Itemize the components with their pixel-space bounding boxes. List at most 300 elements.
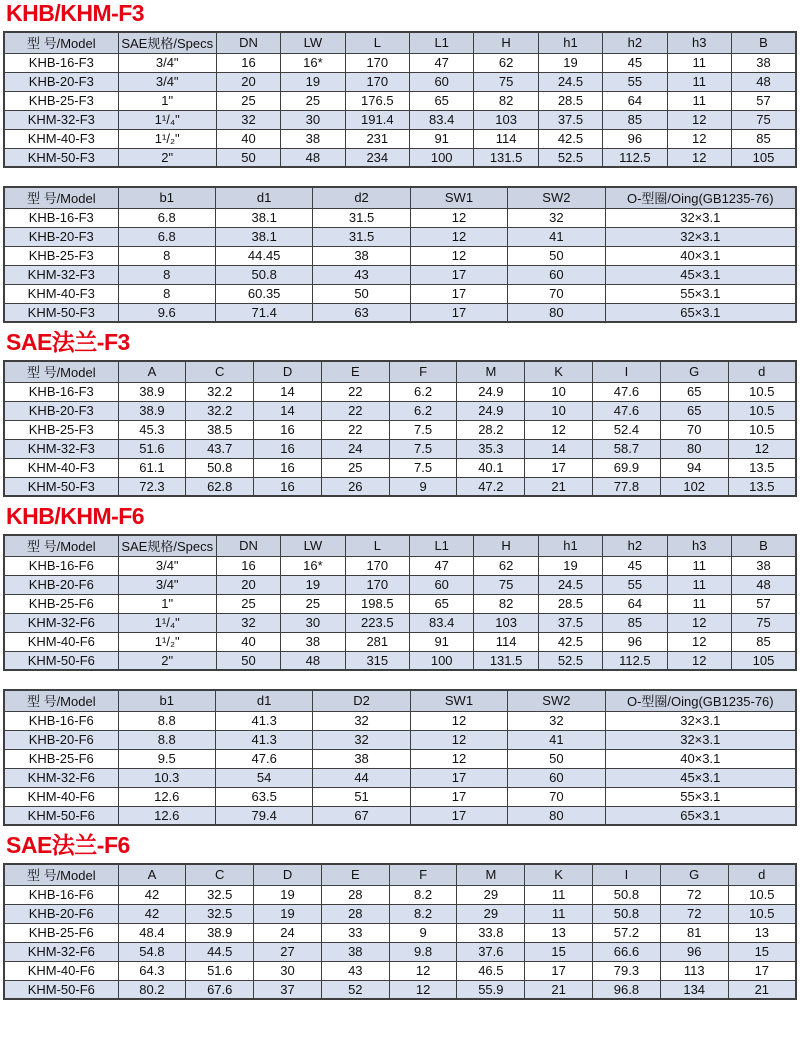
table-row — [4, 556, 796, 575]
value-cell: 65×3.1 — [605, 303, 796, 322]
column-header: h1 — [538, 32, 602, 53]
value-cell: 72.3 — [118, 477, 186, 496]
value-cell: 60 — [410, 575, 474, 594]
value-cell: 15 — [728, 942, 796, 961]
value-cell: 50 — [508, 246, 605, 265]
table-row — [4, 401, 796, 420]
value-cell: 105 — [731, 148, 796, 167]
value-cell: 131.5 — [474, 148, 538, 167]
value-cell: 3/4" — [118, 53, 216, 72]
model-cell: KHB-25-F6 — [4, 749, 118, 768]
value-cell: 100 — [410, 148, 474, 167]
column-header: B — [731, 535, 796, 556]
value-cell: 16 — [254, 420, 322, 439]
column-header: SW2 — [508, 690, 605, 711]
column-header: DN — [216, 535, 280, 556]
column-header: K — [525, 361, 593, 382]
value-cell: 3/4" — [118, 556, 216, 575]
spec-table — [3, 534, 797, 671]
table-row — [4, 904, 796, 923]
value-cell: 38.9 — [186, 923, 254, 942]
value-cell: 103 — [474, 110, 538, 129]
column-header: H — [474, 32, 538, 53]
value-cell: 41.3 — [215, 711, 312, 730]
value-cell: 58.7 — [593, 439, 661, 458]
flange-table-f6 — [3, 863, 797, 1000]
spec-table — [3, 31, 797, 168]
column-header: SAE规格/Specs — [118, 32, 216, 53]
value-cell: 55.9 — [457, 980, 525, 999]
dimensions-table-f6 — [3, 534, 797, 671]
column-header: C — [186, 361, 254, 382]
value-cell: 60 — [508, 768, 605, 787]
value-cell: 29 — [457, 904, 525, 923]
value-cell: 42 — [118, 885, 186, 904]
value-cell: 16 — [254, 439, 322, 458]
spec-table — [3, 863, 797, 1000]
value-cell: 14 — [254, 382, 322, 401]
value-cell: 13.5 — [728, 458, 796, 477]
table-row — [4, 632, 796, 651]
column-header: D — [254, 361, 322, 382]
value-cell: 31.5 — [313, 227, 410, 246]
value-cell: 41.3 — [215, 730, 312, 749]
value-cell: 66.6 — [593, 942, 661, 961]
model-cell: KHM-40-F3 — [4, 284, 118, 303]
value-cell: 79.3 — [593, 961, 661, 980]
value-cell: 42.5 — [538, 632, 602, 651]
header-row — [4, 864, 796, 885]
model-cell: KHM-50-F3 — [4, 303, 118, 322]
value-cell: 11 — [525, 904, 593, 923]
value-cell: 80.2 — [118, 980, 186, 999]
column-header: SW2 — [508, 187, 605, 208]
value-cell: 8.8 — [118, 711, 215, 730]
value-cell: 33.8 — [457, 923, 525, 942]
value-cell: 16* — [281, 53, 345, 72]
value-cell: 38 — [281, 632, 345, 651]
value-cell: 37.5 — [538, 110, 602, 129]
value-cell: 43 — [321, 961, 389, 980]
table-row — [4, 129, 796, 148]
value-cell: 11 — [667, 594, 731, 613]
value-cell: 70 — [508, 787, 605, 806]
value-cell: 75 — [474, 72, 538, 91]
column-header: SW1 — [410, 187, 507, 208]
value-cell: 14 — [525, 439, 593, 458]
column-header: M — [457, 361, 525, 382]
value-cell: 12 — [667, 148, 731, 167]
column-header: DN — [216, 32, 280, 53]
value-cell: 70 — [508, 284, 605, 303]
value-cell: 17 — [728, 961, 796, 980]
model-cell: KHB-20-F6 — [4, 904, 118, 923]
value-cell: 54 — [215, 768, 312, 787]
value-cell: 25 — [321, 458, 389, 477]
value-cell: 29 — [457, 885, 525, 904]
value-cell: 60.35 — [215, 284, 312, 303]
value-cell: 60 — [410, 72, 474, 91]
value-cell: 10 — [525, 401, 593, 420]
value-cell: 1¹/₄" — [118, 613, 216, 632]
value-cell: 10 — [525, 382, 593, 401]
value-cell: 30 — [281, 110, 345, 129]
value-cell: 85 — [603, 613, 667, 632]
value-cell: 198.5 — [345, 594, 409, 613]
value-cell: 62 — [474, 556, 538, 575]
value-cell: 91 — [410, 632, 474, 651]
value-cell: 6.2 — [389, 382, 457, 401]
value-cell: 6.2 — [389, 401, 457, 420]
value-cell: 63 — [313, 303, 410, 322]
table-row — [4, 284, 796, 303]
column-header: h3 — [667, 32, 731, 53]
value-cell: 65×3.1 — [605, 806, 796, 825]
table-row — [4, 382, 796, 401]
oring-table-f6 — [3, 689, 797, 826]
value-cell: 50.8 — [593, 904, 661, 923]
value-cell: 45 — [603, 556, 667, 575]
value-cell: 12 — [389, 961, 457, 980]
table-row — [4, 961, 796, 980]
value-cell: 10.3 — [118, 768, 215, 787]
value-cell: 60 — [508, 265, 605, 284]
value-cell: 13 — [728, 923, 796, 942]
value-cell: 67 — [313, 806, 410, 825]
value-cell: 8 — [118, 265, 215, 284]
value-cell: 65 — [410, 594, 474, 613]
table-row — [4, 420, 796, 439]
value-cell: 15 — [525, 942, 593, 961]
value-cell: 50 — [216, 651, 280, 670]
value-cell: 72 — [660, 904, 728, 923]
value-cell: 61.1 — [118, 458, 186, 477]
table-row — [4, 91, 796, 110]
value-cell: 17 — [410, 768, 507, 787]
value-cell: 12 — [410, 711, 507, 730]
column-header: 型 号/Model — [4, 361, 118, 382]
value-cell: 85 — [731, 632, 796, 651]
value-cell: 281 — [345, 632, 409, 651]
value-cell: 47.2 — [457, 477, 525, 496]
value-cell: 52.5 — [538, 651, 602, 670]
section-title-khb-khm-f6: KHB/KHM-F6 — [6, 503, 145, 529]
value-cell: 50 — [216, 148, 280, 167]
column-header: d — [728, 864, 796, 885]
table-row — [4, 768, 796, 787]
model-cell: KHM-40-F3 — [4, 458, 118, 477]
column-header: E — [321, 361, 389, 382]
column-header: 型 号/Model — [4, 32, 118, 53]
value-cell: 2" — [118, 148, 216, 167]
model-cell: KHM-50-F3 — [4, 477, 118, 496]
value-cell: 65 — [660, 401, 728, 420]
model-cell: KHB-20-F3 — [4, 227, 118, 246]
value-cell: 234 — [345, 148, 409, 167]
value-cell: 40.1 — [457, 458, 525, 477]
value-cell: 12 — [667, 110, 731, 129]
model-cell: KHB-16-F6 — [4, 711, 118, 730]
value-cell: 11 — [667, 556, 731, 575]
spec-table — [3, 689, 797, 826]
model-cell: KHB-25-F3 — [4, 246, 118, 265]
value-cell: 12 — [410, 208, 507, 227]
value-cell: 20 — [216, 72, 280, 91]
model-cell: KHM-50-F6 — [4, 980, 118, 999]
value-cell: 43.7 — [186, 439, 254, 458]
value-cell: 94 — [660, 458, 728, 477]
value-cell: 85 — [731, 129, 796, 148]
model-cell: KHB-20-F6 — [4, 730, 118, 749]
value-cell: 47 — [410, 53, 474, 72]
value-cell: 8 — [118, 284, 215, 303]
table-row — [4, 575, 796, 594]
table-row — [4, 303, 796, 322]
value-cell: 96 — [603, 129, 667, 148]
value-cell: 2" — [118, 651, 216, 670]
value-cell: 51.6 — [118, 439, 186, 458]
column-header: B — [731, 32, 796, 53]
table-row — [4, 72, 796, 91]
value-cell: 50.8 — [593, 885, 661, 904]
column-header: h3 — [667, 535, 731, 556]
value-cell: 46.5 — [457, 961, 525, 980]
value-cell: 42.5 — [538, 129, 602, 148]
section-title-sae-flange-f6: SAE法兰-F6 — [6, 832, 130, 858]
value-cell: 191.4 — [345, 110, 409, 129]
header-row — [4, 690, 796, 711]
value-cell: 22 — [321, 420, 389, 439]
value-cell: 17 — [525, 458, 593, 477]
column-header: O-型圈/Oing(GB1235-76) — [605, 187, 796, 208]
column-header: LW — [281, 535, 345, 556]
column-header: 型 号/Model — [4, 187, 118, 208]
value-cell: 48 — [281, 148, 345, 167]
value-cell: 45×3.1 — [605, 768, 796, 787]
value-cell: 82 — [474, 91, 538, 110]
value-cell: 17 — [410, 284, 507, 303]
model-cell: KHB-20-F6 — [4, 575, 118, 594]
model-cell: KHM-32-F3 — [4, 439, 118, 458]
value-cell: 70 — [660, 420, 728, 439]
value-cell: 32×3.1 — [605, 711, 796, 730]
table-row — [4, 806, 796, 825]
value-cell: 54.8 — [118, 942, 186, 961]
table-row — [4, 53, 796, 72]
column-header: D2 — [313, 690, 410, 711]
value-cell: 12 — [667, 632, 731, 651]
value-cell: 1¹/₄" — [118, 110, 216, 129]
value-cell: 1¹/₂" — [118, 129, 216, 148]
value-cell: 48.4 — [118, 923, 186, 942]
value-cell: 55×3.1 — [605, 284, 796, 303]
value-cell: 11 — [667, 575, 731, 594]
table-row — [4, 613, 796, 632]
value-cell: 170 — [345, 556, 409, 575]
value-cell: 12 — [410, 749, 507, 768]
value-cell: 9 — [389, 923, 457, 942]
value-cell: 57 — [731, 594, 796, 613]
header-row — [4, 535, 796, 556]
value-cell: 77.8 — [593, 477, 661, 496]
column-header: K — [525, 864, 593, 885]
value-cell: 32.5 — [186, 885, 254, 904]
model-cell: KHM-40-F6 — [4, 961, 118, 980]
header-row — [4, 32, 796, 53]
value-cell: 37.6 — [457, 942, 525, 961]
value-cell: 8.2 — [389, 904, 457, 923]
value-cell: 38 — [281, 129, 345, 148]
value-cell: 32×3.1 — [605, 227, 796, 246]
value-cell: 32 — [508, 711, 605, 730]
value-cell: 170 — [345, 575, 409, 594]
value-cell: 19 — [254, 885, 322, 904]
column-header: C — [186, 864, 254, 885]
value-cell: 6.8 — [118, 227, 215, 246]
column-header: h2 — [603, 32, 667, 53]
column-header: h1 — [538, 535, 602, 556]
table-row — [4, 227, 796, 246]
model-cell: KHB-20-F3 — [4, 401, 118, 420]
value-cell: 25 — [281, 594, 345, 613]
value-cell: 17 — [525, 961, 593, 980]
value-cell: 63.5 — [215, 787, 312, 806]
column-header: b1 — [118, 187, 215, 208]
value-cell: 35.3 — [457, 439, 525, 458]
column-header: d2 — [313, 187, 410, 208]
column-header: E — [321, 864, 389, 885]
column-header: h2 — [603, 535, 667, 556]
value-cell: 11 — [667, 91, 731, 110]
value-cell: 16 — [216, 556, 280, 575]
value-cell: 69.9 — [593, 458, 661, 477]
value-cell: 134 — [660, 980, 728, 999]
value-cell: 47.6 — [593, 401, 661, 420]
value-cell: 9.6 — [118, 303, 215, 322]
value-cell: 24.5 — [538, 72, 602, 91]
value-cell: 45×3.1 — [605, 265, 796, 284]
value-cell: 6.8 — [118, 208, 215, 227]
value-cell: 17 — [410, 806, 507, 825]
value-cell: 12 — [410, 730, 507, 749]
value-cell: 64.3 — [118, 961, 186, 980]
value-cell: 8 — [118, 246, 215, 265]
table-row — [4, 246, 796, 265]
value-cell: 27 — [254, 942, 322, 961]
table-row — [4, 651, 796, 670]
oring-table-f3 — [3, 186, 797, 323]
value-cell: 28.5 — [538, 91, 602, 110]
column-header: L — [345, 535, 409, 556]
value-cell: 37 — [254, 980, 322, 999]
model-cell: KHM-40-F6 — [4, 787, 118, 806]
value-cell: 3/4" — [118, 575, 216, 594]
value-cell: 24 — [321, 439, 389, 458]
value-cell: 17 — [410, 787, 507, 806]
value-cell: 12 — [389, 980, 457, 999]
value-cell: 102 — [660, 477, 728, 496]
value-cell: 19 — [254, 904, 322, 923]
value-cell: 51 — [313, 787, 410, 806]
column-header: 型 号/Model — [4, 690, 118, 711]
column-header: 型 号/Model — [4, 864, 118, 885]
value-cell: 48 — [731, 72, 796, 91]
value-cell: 55 — [603, 575, 667, 594]
table-row — [4, 711, 796, 730]
value-cell: 55×3.1 — [605, 787, 796, 806]
value-cell: 38.5 — [186, 420, 254, 439]
table-row — [4, 980, 796, 999]
value-cell: 45 — [603, 53, 667, 72]
value-cell: 47.6 — [593, 382, 661, 401]
value-cell: 32×3.1 — [605, 730, 796, 749]
value-cell: 16 — [254, 477, 322, 496]
value-cell: 42 — [118, 904, 186, 923]
value-cell: 96 — [603, 632, 667, 651]
table-row — [4, 594, 796, 613]
value-cell: 19 — [538, 556, 602, 575]
value-cell: 41 — [508, 227, 605, 246]
model-cell: KHB-25-F3 — [4, 420, 118, 439]
value-cell: 57.2 — [593, 923, 661, 942]
column-header: H — [474, 535, 538, 556]
value-cell: 26 — [321, 477, 389, 496]
model-cell: KHM-50-F6 — [4, 806, 118, 825]
value-cell: 75 — [731, 110, 796, 129]
section-khb-khm-f6 — [3, 505, 797, 826]
value-cell: 24.9 — [457, 382, 525, 401]
value-cell: 38 — [731, 53, 796, 72]
value-cell: 44.45 — [215, 246, 312, 265]
column-header: O-型圈/Oing(GB1235-76) — [605, 690, 796, 711]
value-cell: 83.4 — [410, 110, 474, 129]
value-cell: 170 — [345, 53, 409, 72]
value-cell: 38 — [313, 246, 410, 265]
spec-table — [3, 186, 797, 323]
value-cell: 12 — [525, 420, 593, 439]
value-cell: 32 — [313, 711, 410, 730]
value-cell: 91 — [410, 129, 474, 148]
model-cell: KHM-40-F3 — [4, 129, 118, 148]
table-row — [4, 477, 796, 496]
value-cell: 72 — [660, 885, 728, 904]
value-cell: 28.5 — [538, 594, 602, 613]
value-cell: 21 — [728, 980, 796, 999]
value-cell: 85 — [603, 110, 667, 129]
table-row — [4, 787, 796, 806]
value-cell: 11 — [667, 72, 731, 91]
column-header: F — [389, 864, 457, 885]
value-cell: 16* — [281, 556, 345, 575]
value-cell: 79.4 — [215, 806, 312, 825]
value-cell: 7.5 — [389, 458, 457, 477]
value-cell: 112.5 — [603, 651, 667, 670]
value-cell: 20 — [216, 575, 280, 594]
value-cell: 223.5 — [345, 613, 409, 632]
value-cell: 24 — [254, 923, 322, 942]
dimensions-table-f3 — [3, 31, 797, 168]
model-cell: KHM-40-F6 — [4, 632, 118, 651]
value-cell: 12 — [667, 613, 731, 632]
value-cell: 28 — [321, 904, 389, 923]
value-cell: 28.2 — [457, 420, 525, 439]
value-cell: 32.2 — [186, 401, 254, 420]
model-cell: KHM-32-F3 — [4, 110, 118, 129]
value-cell: 62.8 — [186, 477, 254, 496]
table-row — [4, 265, 796, 284]
value-cell: 47 — [410, 556, 474, 575]
value-cell: 24.9 — [457, 401, 525, 420]
